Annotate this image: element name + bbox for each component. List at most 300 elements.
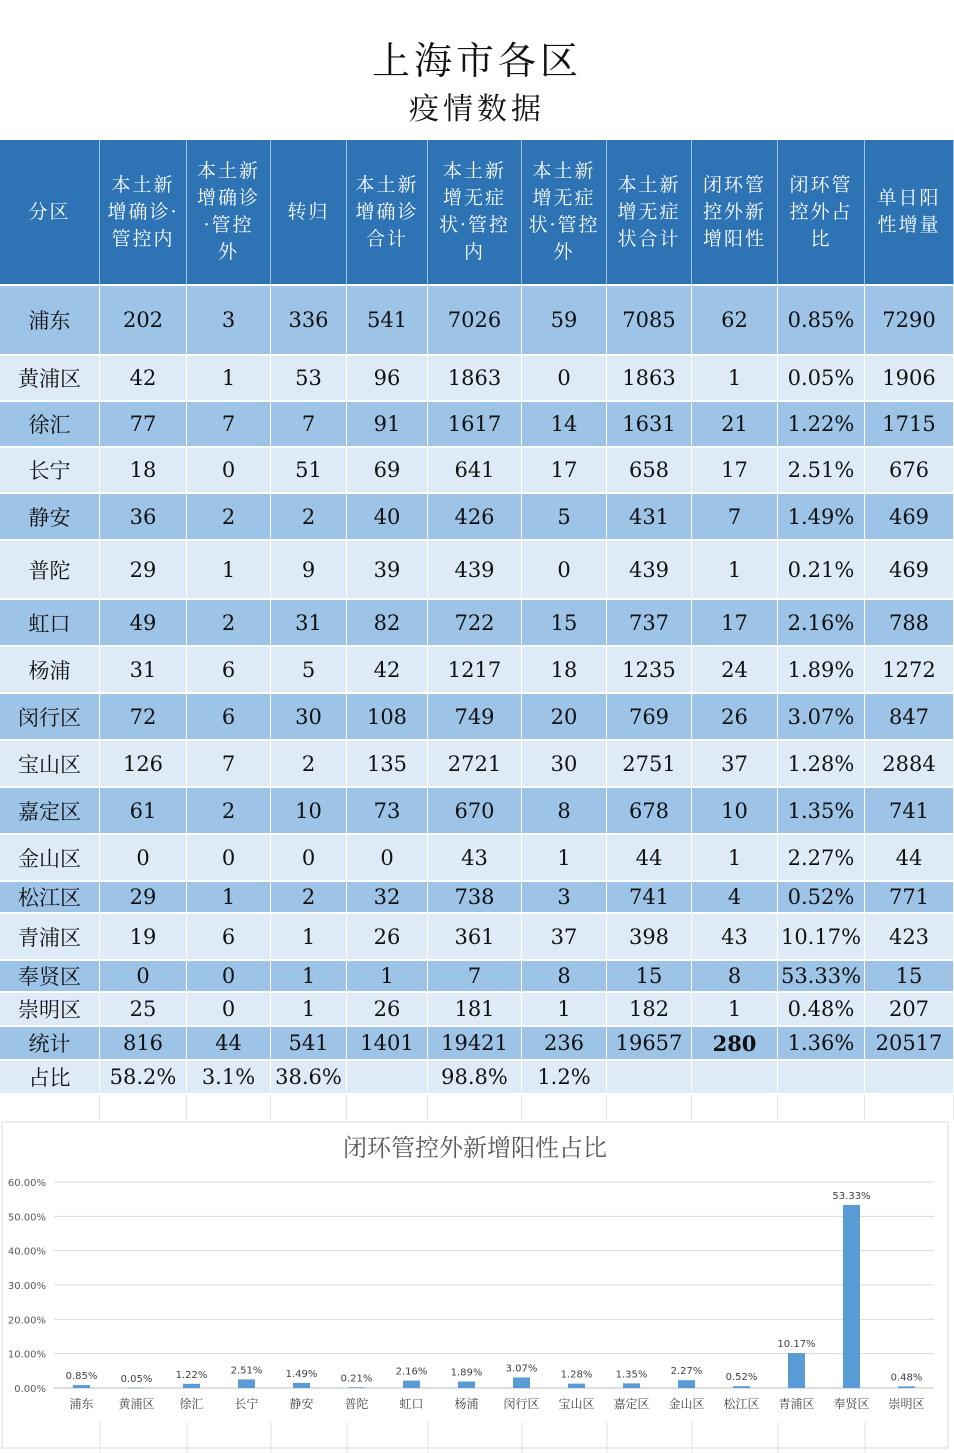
table-cell: 1.36%	[778, 1027, 865, 1061]
table-cell: 2	[187, 600, 271, 647]
table-cell: 816	[100, 1027, 187, 1061]
table-row	[0, 993, 954, 1027]
blank-cell	[100, 1095, 187, 1120]
table-cell: 0.05%	[778, 356, 865, 402]
table-cell: 0	[187, 448, 271, 494]
table-cell: 72	[100, 694, 187, 741]
table-cell: 1.2%	[522, 1061, 607, 1095]
table-cell: 0	[522, 356, 607, 402]
x-tick-label: 浦东	[69, 1397, 94, 1411]
bar	[293, 1383, 310, 1388]
district-name-cell: 松江区	[0, 882, 100, 914]
table-cell: 24	[692, 647, 778, 694]
data-label: 0.05%	[120, 1373, 153, 1385]
table-row	[0, 741, 954, 788]
table-cell: 1401	[347, 1027, 428, 1061]
table-cell: 37	[522, 914, 607, 961]
table-cell: 1	[187, 882, 271, 914]
district-name-cell: 宝山区	[0, 741, 100, 788]
table-cell: 1217	[428, 647, 522, 694]
table-cell: 426	[428, 494, 522, 541]
table-cell: 0.52%	[778, 882, 865, 914]
table-cell: 658	[607, 448, 692, 494]
table-cell: 20517	[865, 1027, 954, 1061]
data-label: 3.07%	[505, 1363, 538, 1375]
table-cell: 0	[271, 835, 347, 882]
table-cell: 62	[692, 286, 778, 356]
table-cell: 82	[347, 600, 428, 647]
data-label: 1.22%	[175, 1369, 208, 1381]
table-cell: 1	[692, 835, 778, 882]
district-name-cell: 青浦区	[0, 914, 100, 961]
table-cell: 2721	[428, 741, 522, 788]
table-cell: 44	[187, 1027, 271, 1061]
table-cell: 469	[865, 541, 954, 600]
table-cell: 1	[692, 356, 778, 402]
x-tick-label: 宝山区	[558, 1397, 595, 1411]
table-cell: 53.33%	[778, 961, 865, 993]
chart-title: 闭环管控外新增阳性占比	[343, 1134, 607, 1162]
table-cell: 15	[865, 961, 954, 993]
table-cell	[607, 1061, 692, 1095]
table-cell: 40	[347, 494, 428, 541]
x-tick-label: 崇明区	[888, 1397, 925, 1411]
table-cell: 2	[187, 494, 271, 541]
table-cell: 541	[271, 1027, 347, 1061]
bar	[678, 1380, 695, 1388]
bar	[238, 1379, 255, 1388]
table-cell: 42	[347, 647, 428, 694]
table-cell: 182	[607, 993, 692, 1027]
table-cell: 8	[522, 961, 607, 993]
table-cell: 1617	[428, 402, 522, 448]
table-cell: 0	[100, 961, 187, 993]
data-label: 53.33%	[832, 1190, 871, 1202]
district-name-cell: 杨浦	[0, 647, 100, 694]
district-name-cell: 黄浦区	[0, 356, 100, 402]
bar	[513, 1377, 530, 1388]
bar	[128, 1388, 145, 1389]
table-cell: 1235	[607, 647, 692, 694]
bar	[183, 1384, 200, 1388]
table-cell: 469	[865, 494, 954, 541]
chart-svg	[0, 1120, 954, 1453]
title-block	[0, 0, 954, 140]
district-name-cell: 金山区	[0, 835, 100, 882]
table-cell: 98.8%	[428, 1061, 522, 1095]
table-cell: 202	[100, 286, 187, 356]
table-blank-row	[0, 1095, 954, 1120]
table-row	[0, 402, 954, 448]
table-cell: 641	[428, 448, 522, 494]
table-header-cell: 分区	[0, 140, 100, 286]
table-cell: 1	[692, 541, 778, 600]
table-cell: 0	[100, 835, 187, 882]
table-cell: 19421	[428, 1027, 522, 1061]
table-cell: 2	[271, 494, 347, 541]
table-cell: 1	[522, 993, 607, 1027]
table-cell: 7290	[865, 286, 954, 356]
x-tick-label: 黄浦区	[118, 1397, 155, 1411]
table-cell: 439	[607, 541, 692, 600]
table-cell: 0.85%	[778, 286, 865, 356]
x-tick-label: 松江区	[723, 1397, 760, 1411]
table-cell: 25	[100, 993, 187, 1027]
table-cell: 0	[187, 993, 271, 1027]
table-cell: 678	[607, 788, 692, 835]
x-tick-label: 青浦区	[778, 1397, 815, 1411]
table-cell: 431	[607, 494, 692, 541]
table-cell: 29	[100, 541, 187, 600]
table-cell: 15	[607, 961, 692, 993]
table-cell: 847	[865, 694, 954, 741]
y-tick-label: 30.00%	[7, 1281, 46, 1292]
table-cell: 0	[187, 961, 271, 993]
table-cell: 126	[100, 741, 187, 788]
table-cell: 1.22%	[778, 402, 865, 448]
table-cell: 6	[187, 647, 271, 694]
table-header-cell: 本土新增无症状合计	[607, 140, 692, 286]
table-cell: 1863	[428, 356, 522, 402]
data-label: 2.27%	[670, 1366, 703, 1378]
table-cell: 8	[692, 961, 778, 993]
table-cell: 738	[428, 882, 522, 914]
table-cell: 2.27%	[778, 835, 865, 882]
table-header-cell: 闭环管控外新增阳性	[692, 140, 778, 286]
table-header-cell: 闭环管控外占比	[778, 140, 865, 286]
table-cell: 1.35%	[778, 788, 865, 835]
blank-cell	[778, 1095, 865, 1120]
table-row	[0, 1027, 954, 1061]
x-tick-label: 杨浦	[454, 1397, 479, 1411]
table-cell: 20	[522, 694, 607, 741]
table-cell: 17	[692, 600, 778, 647]
table-cell: 336	[271, 286, 347, 356]
data-label: 0.21%	[340, 1373, 373, 1385]
table-cell: 1	[271, 961, 347, 993]
district-name-cell: 占比	[0, 1061, 100, 1095]
table-cell: 69	[347, 448, 428, 494]
page-title: 上海市各区	[371, 39, 582, 83]
table-row	[0, 647, 954, 694]
bar	[623, 1383, 640, 1388]
table-cell: 49	[100, 600, 187, 647]
table-header-cell: 本土新增无症状·管控外	[522, 140, 607, 286]
district-name-cell: 虹口	[0, 600, 100, 647]
bar	[733, 1386, 750, 1388]
table-cell: 1	[347, 961, 428, 993]
table-cell: 6	[187, 694, 271, 741]
y-tick-label: 10.00%	[7, 1349, 46, 1361]
blank-cell	[522, 1095, 607, 1120]
table-cell: 58.2%	[100, 1061, 187, 1095]
table-row	[0, 961, 954, 993]
data-label: 1.28%	[560, 1369, 593, 1381]
table-row	[0, 286, 954, 356]
x-tick-label: 普陀	[344, 1397, 369, 1411]
table-cell: 236	[522, 1027, 607, 1061]
bar	[73, 1385, 90, 1388]
table-cell: 3.1%	[187, 1061, 271, 1095]
table-cell: 30	[271, 694, 347, 741]
y-tick-label: 0.00%	[14, 1384, 46, 1395]
table-cell: 207	[865, 993, 954, 1027]
table-cell: 423	[865, 914, 954, 961]
table-row	[0, 494, 954, 541]
table-cell	[692, 1061, 778, 1095]
table-cell: 741	[607, 882, 692, 914]
table-cell: 2.51%	[778, 448, 865, 494]
table-row	[0, 788, 954, 835]
table-cell: 26	[692, 694, 778, 741]
blank-cell	[692, 1095, 778, 1120]
district-name-cell: 闵行区	[0, 694, 100, 741]
district-name-cell: 徐汇	[0, 402, 100, 448]
table-cell: 3.07%	[778, 694, 865, 741]
table-cell: 361	[428, 914, 522, 961]
table-cell: 1	[271, 993, 347, 1027]
table-cell: 44	[865, 835, 954, 882]
table-cell: 42	[100, 356, 187, 402]
table-cell: 26	[347, 914, 428, 961]
table-cell: 2	[187, 788, 271, 835]
table-cell: 1863	[607, 356, 692, 402]
data-label: 1.49%	[285, 1368, 318, 1380]
table-cell: 7	[187, 741, 271, 788]
table-cell: 73	[347, 788, 428, 835]
table-cell: 541	[347, 286, 428, 356]
blank-cell	[607, 1095, 692, 1120]
table-cell: 2751	[607, 741, 692, 788]
table-cell: 9	[271, 541, 347, 600]
table-cell: 31	[100, 647, 187, 694]
table-cell: 1715	[865, 402, 954, 448]
table-cell: 53	[271, 356, 347, 402]
table-row	[0, 1061, 954, 1095]
table-cell: 1272	[865, 647, 954, 694]
data-label: 0.48%	[890, 1372, 923, 1384]
table-cell: 7085	[607, 286, 692, 356]
table-cell: 91	[347, 402, 428, 448]
blank-cell	[187, 1095, 271, 1120]
bar	[403, 1381, 420, 1388]
table-cell: 59	[522, 286, 607, 356]
table-cell: 2.16%	[778, 600, 865, 647]
table-cell: 7	[428, 961, 522, 993]
blank-cell	[347, 1095, 428, 1120]
table-cell: 1	[187, 541, 271, 600]
blank-cell	[428, 1095, 522, 1120]
x-tick-label: 金山区	[668, 1397, 705, 1411]
table-row	[0, 448, 954, 494]
x-tick-label: 闵行区	[503, 1397, 540, 1411]
table-cell: 0	[522, 541, 607, 600]
table-row	[0, 882, 954, 914]
bar	[458, 1382, 475, 1388]
table-cell: 8	[522, 788, 607, 835]
table-cell: 96	[347, 356, 428, 402]
table-header-cell: 本土新增确诊合计	[347, 140, 428, 286]
table-cell: 37	[692, 741, 778, 788]
table-cell: 1631	[607, 402, 692, 448]
table-cell: 7	[187, 402, 271, 448]
table-cell: 17	[522, 448, 607, 494]
table-row	[0, 356, 954, 402]
table-cell: 17	[692, 448, 778, 494]
district-name-cell: 奉贤区	[0, 961, 100, 993]
table-row	[0, 694, 954, 741]
table-cell: 43	[428, 835, 522, 882]
table-cell: 1	[692, 993, 778, 1027]
table-cell: 51	[271, 448, 347, 494]
table-cell: 1.28%	[778, 741, 865, 788]
y-tick-label: 20.00%	[7, 1315, 46, 1327]
bar	[348, 1387, 365, 1388]
table-cell: 439	[428, 541, 522, 600]
table-cell: 61	[100, 788, 187, 835]
district-name-cell: 长宁	[0, 448, 100, 494]
data-label: 1.89%	[450, 1367, 483, 1379]
table-row	[0, 835, 954, 882]
table-cell: 10	[271, 788, 347, 835]
table-cell	[347, 1061, 428, 1095]
table-cell: 5	[522, 494, 607, 541]
bar	[843, 1205, 860, 1388]
table-cell: 181	[428, 993, 522, 1027]
district-name-cell: 浦东	[0, 286, 100, 356]
table-cell: 77	[100, 402, 187, 448]
table-cell: 10.17%	[778, 914, 865, 961]
table-cell: 31	[271, 600, 347, 647]
table-header-cell: 单日阳性增量	[865, 140, 954, 286]
table-cell	[865, 1061, 954, 1095]
district-name-cell: 统计	[0, 1027, 100, 1061]
table-cell: 769	[607, 694, 692, 741]
table-header-row	[0, 140, 954, 286]
table-cell: 0.21%	[778, 541, 865, 600]
data-label: 0.52%	[725, 1372, 758, 1384]
table-cell: 32	[347, 882, 428, 914]
x-tick-label: 徐汇	[179, 1397, 204, 1411]
table-cell: 1	[187, 356, 271, 402]
table-header-cell: 本土新增无症状·管控内	[428, 140, 522, 286]
x-tick-label: 奉贤区	[833, 1397, 870, 1411]
bar-chart	[0, 1120, 954, 1453]
data-label: 1.35%	[615, 1369, 648, 1381]
table-cell: 38.6%	[271, 1061, 347, 1095]
y-tick-label: 50.00%	[7, 1212, 46, 1224]
table-cell: 18	[522, 647, 607, 694]
table-cell: 1	[271, 914, 347, 961]
table-cell: 30	[522, 741, 607, 788]
table-cell	[778, 1061, 865, 1095]
table-cell: 1	[522, 835, 607, 882]
bar	[568, 1384, 585, 1388]
table-cell: 1.89%	[778, 647, 865, 694]
table-cell: 0	[187, 835, 271, 882]
table-cell: 788	[865, 600, 954, 647]
data-label: 0.85%	[65, 1371, 98, 1383]
x-tick-label: 长宁	[234, 1397, 259, 1411]
district-name-cell: 普陀	[0, 541, 100, 600]
table-cell: 135	[347, 741, 428, 788]
table-header-cell: 本土新增确诊·管控外	[187, 140, 271, 286]
table-cell: 3	[522, 882, 607, 914]
y-tick-label: 40.00%	[7, 1246, 46, 1258]
table-cell: 749	[428, 694, 522, 741]
table-cell: 29	[100, 882, 187, 914]
table-cell: 5	[271, 647, 347, 694]
table-cell: 0.48%	[778, 993, 865, 1027]
table-cell: 737	[607, 600, 692, 647]
bar	[788, 1353, 805, 1388]
data-label: 2.51%	[230, 1365, 263, 1377]
table-cell: 771	[865, 882, 954, 914]
table-cell: 280	[692, 1027, 778, 1061]
table-cell: 7	[271, 402, 347, 448]
table-row	[0, 914, 954, 961]
district-name-cell: 崇明区	[0, 993, 100, 1027]
table-cell: 10	[692, 788, 778, 835]
table-cell: 14	[522, 402, 607, 448]
y-tick-label: 60.00%	[7, 1178, 46, 1189]
district-name-cell: 静安	[0, 494, 100, 541]
district-name-cell: 嘉定区	[0, 788, 100, 835]
data-label: 10.17%	[777, 1339, 816, 1351]
blank-cell	[865, 1095, 954, 1120]
table-cell: 0	[347, 835, 428, 882]
table-cell: 1.49%	[778, 494, 865, 541]
table-cell: 676	[865, 448, 954, 494]
table-cell: 26	[347, 993, 428, 1027]
bar	[898, 1386, 915, 1388]
x-tick-label: 虹口	[399, 1397, 424, 1411]
table-cell: 36	[100, 494, 187, 541]
table-cell: 43	[692, 914, 778, 961]
table-cell: 741	[865, 788, 954, 835]
blank-cell	[0, 1095, 100, 1120]
x-tick-label: 嘉定区	[613, 1397, 650, 1411]
table-cell: 2884	[865, 741, 954, 788]
table-row	[0, 600, 954, 647]
table-cell: 3	[187, 286, 271, 356]
table-cell: 7026	[428, 286, 522, 356]
data-label: 2.16%	[395, 1366, 428, 1378]
table-cell: 1906	[865, 356, 954, 402]
table-cell: 4	[692, 882, 778, 914]
table-cell: 18	[100, 448, 187, 494]
table-cell: 398	[607, 914, 692, 961]
table-row	[0, 541, 954, 600]
table-cell: 722	[428, 600, 522, 647]
table-cell: 6	[187, 914, 271, 961]
table-cell: 21	[692, 402, 778, 448]
table-cell: 15	[522, 600, 607, 647]
table-cell: 108	[347, 694, 428, 741]
table-header-cell: 转归	[271, 140, 347, 286]
blank-cell	[271, 1095, 347, 1120]
x-tick-label: 静安	[289, 1397, 314, 1411]
table-cell: 19657	[607, 1027, 692, 1061]
page-subtitle: 疫情数据	[409, 92, 545, 127]
table-cell: 44	[607, 835, 692, 882]
table-cell: 670	[428, 788, 522, 835]
table-header-cell: 本土新增确诊·管控内	[100, 140, 187, 286]
table-cell: 19	[100, 914, 187, 961]
table-cell: 7	[692, 494, 778, 541]
table-cell: 2	[271, 741, 347, 788]
table-cell: 2	[271, 882, 347, 914]
